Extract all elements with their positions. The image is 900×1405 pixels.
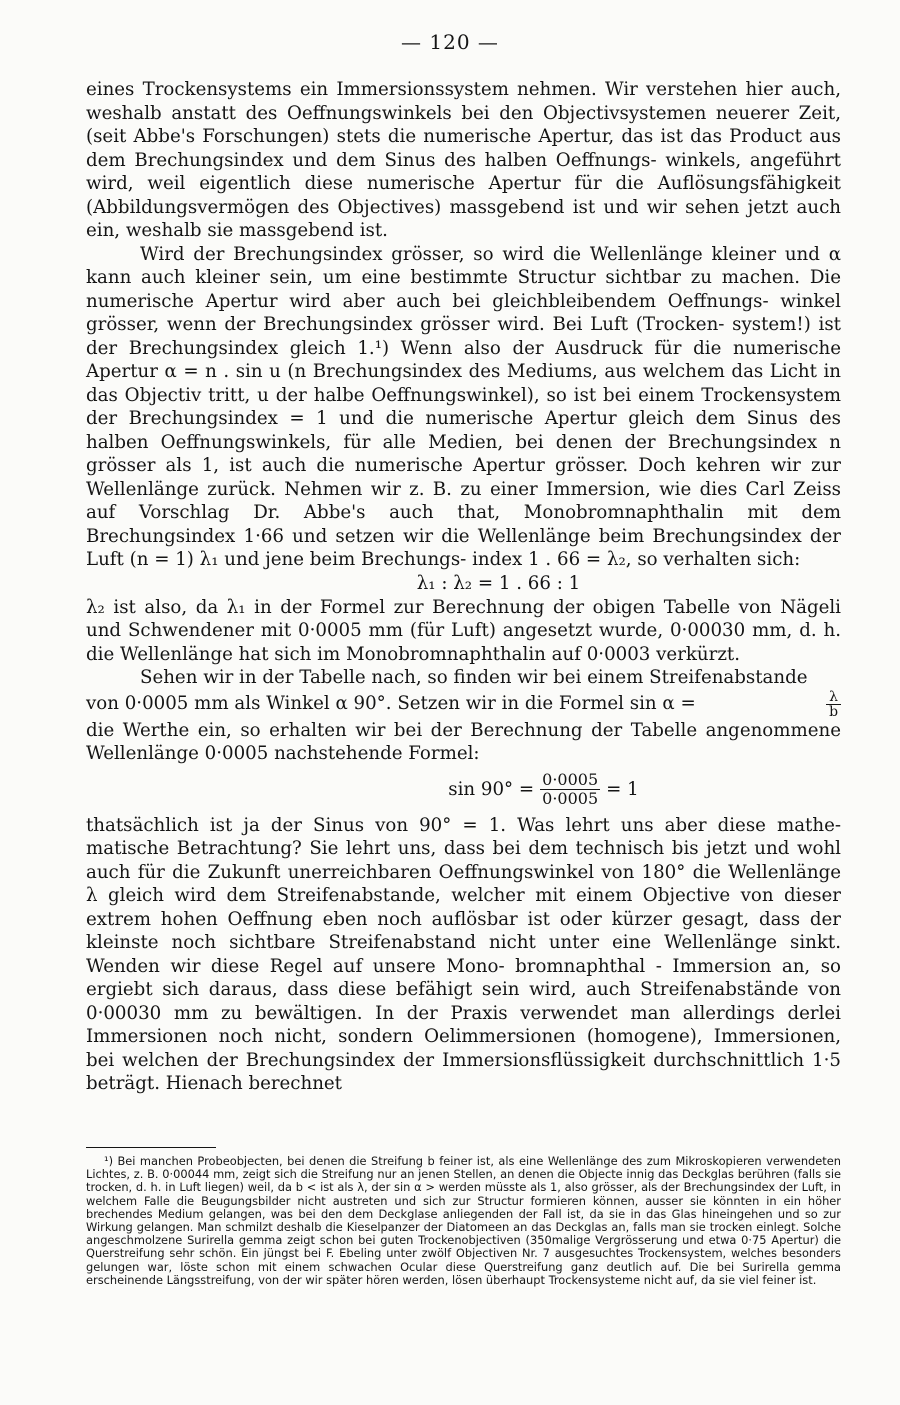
formula-right: = 1 (606, 778, 639, 800)
text-line: index 1 . 66 = λ₂, so verhalten sich: (472, 549, 801, 570)
text-line: Zeit, (seit Abbe's Forschungen) stets die numerische Apertur, das ist (86, 102, 841, 147)
text-line: Apertur gleich dem Sinus des halben Oeffnungswinkels, für alle Medien, bei (86, 408, 841, 453)
paragraph-4 (86, 666, 841, 690)
text-line: welchem das Licht in das Objectiv tritt, u der halbe Oeffnungswinkel), so ist (86, 361, 841, 406)
text-line: wohl auch für die Zukunft unerreichbaren Oeffnungswinkel von 180° die (86, 838, 841, 883)
text-line: der Immersionsflüssigkeit durchschnittlich 1·5 beträgt. Hienach berechnet (86, 1049, 841, 1094)
text-line: das Product aus dem Brechungsindex und dem Sinus des halben Oeffnungs- (86, 126, 841, 171)
paragraph-1 (86, 78, 841, 243)
text-line: Wird der Brechungsindex grösser, so wird die Wellenlänge kleiner (140, 243, 777, 265)
fraction-lambda-over-b (826, 690, 841, 719)
text-line: λ₂ ist also, da λ₁ in der Formel zur Berechnung der obigen Tabelle von (86, 596, 772, 618)
text-line: von dieser extrem hohen Oeffnung eben noch auflösbar ist oder kürzer gesagt, (86, 885, 842, 930)
text-line: grösser. Doch kehren wir zur Wellenlänge zurück. Nehmen wir z. B. (86, 455, 841, 500)
text-line: Wellenlänge beim Brechungsindex der Luft (n = 1) λ₁ und jene beim Brechungs- (86, 525, 841, 570)
text-line: wir sehen jetzt auch ein, weshalb sie massgebend ist. (86, 196, 841, 241)
text-line: Oelimmersionen (homogene), Immersionen, bei welchen der Brechungsindex (86, 1026, 841, 1071)
formula-sin-90 (86, 766, 841, 814)
text-line: winkels, angeführt wird, weil eigentlich diese numerische Apertur für die (86, 149, 841, 194)
text-line: von 0·0005 mm als Winkel α 90°. Setzen wir in die Formel sin α = (86, 693, 696, 715)
formula-left: sin 90° = (448, 778, 535, 800)
footnote-text: ¹) Bei manchen Probeobjecten, bei denen die Streifung b feiner ist, als eine Wellenlänge des zum Mikroskopieren verwendeten Lichtes, z. B. 0·00044 mm, zeigt sich die Streifung nur an jenen Stellen, an denen die Objecte innig das Deckglas berühren (falls sie trocken, d. h. in Luft liegen) weil, da b < ist als λ, der sin α > werden müsste als 1, also grösser, als der Brechungsindex der Luft, in welchem Falle die Beugungsbilder nicht austreten und sich zur Structur formieren können, ausser sie könnten in ein höher brechendes Medium gelangen, was bei den dem Deckglase anliegenden der Fall ist, da sie in das Glas hineingehen und so zur Wirkung gelangen. Man schmilzt deshalb die Kieselpanzer der Diatomeen an das Deckglas an, falls man sie trocken einlegt. Solche angeschmolzene Surirella gemma zeigt schon bei guten Trockenobjectiven (350malige Vergrösserung und etwa 0·75 Apertur) die Querstreifung sehr schön. Ein jüngst bei F. Ebeling unter zwölf Objectiven Nr. 7 ausgesuchtes Trockensystem, welches besonders gelungen war, löste schon mit einem schwachen Ocular diese Querstreifung ganz deutlich auf. Die bei Surirella gemma erscheinende Längsstreifung, von der wir später hören werden, lösen überhaupt Trockensysteme nicht auf, da sie viel feiner ist. (86, 1154, 841, 1287)
text-line: eine Wellenlänge sinkt. Wenden wir diese Regel auf unsere Mono- (86, 932, 841, 977)
paragraph-3 (86, 596, 841, 667)
footnote (86, 1155, 841, 1287)
footnote-divider (86, 1147, 216, 1148)
text-line: die Werthe ein, so erhalten wir bei der Berechnung der Tabelle angenommene (86, 719, 841, 741)
text-line: Auflösungsfähigkeit (Abbildungsvermögen des Objectives) massgebend ist und (86, 173, 841, 218)
text-line: Praxis verwendet man allerdings derlei Immersionen noch nicht, sondern (86, 1002, 842, 1047)
text-line: eines Trockensystems ein Immersionssystem nehmen. Wir verstehen hier (86, 79, 783, 100)
formula-wavelength-ratio: λ₁ : λ₂ = 1 . 66 : 1 (416, 572, 581, 594)
text-line: Nägeli und Schwendener mit 0·0005 mm (für Luft) angesetzt wurde, (86, 596, 841, 641)
text-line: auch, weshalb anstatt des Oeffnungswinkels bei den Objectivsystemen neuerer (86, 79, 841, 124)
fraction-denominator: b (829, 703, 839, 720)
text-line: winkel grösser, wenn der Brechungsindex grösser wird. Bei Luft (Trocken- (86, 290, 841, 335)
text-line: Wellenlänge 0·0005 nachstehende Formel: (86, 743, 480, 764)
fraction-numerator: λ (826, 690, 841, 705)
text-line: dass der kleinste noch sichtbare Streifenabstand nicht unter (86, 908, 841, 953)
paragraph-4-cont (86, 719, 841, 766)
text-line: that, Monobromnaphthalin mit dem Brechungsindex 1·66 und setzen wir die (86, 502, 842, 547)
text-line: thatsächlich ist ja der Sinus von 90° = 1. Was lehrt uns aber diese mathe- (86, 814, 841, 836)
text-line: system!) ist der Brechungsindex gleich 1.¹) Wenn also der Ausdruck für die (86, 314, 841, 359)
text-line: sein wird, auch Streifenabstände von 0·00030 mm zu bewältigen. In der (86, 979, 841, 1024)
text-line: 0·0003 verkürzt. (586, 643, 740, 665)
main-text (86, 78, 841, 1096)
text-line: denen der Brechungsindex n grösser als 1, ist auch die numerische Apertur (86, 431, 841, 476)
text-line: matische Betrachtung? Sie lehrt uns, dass bei dem technisch bis jetzt und (86, 838, 790, 859)
paragraph-5 (86, 814, 841, 1096)
sin-formula-line (86, 690, 841, 719)
text-line: Sehen wir in der Tabelle nach, so finden wir bei einem Streifenabstande (140, 667, 808, 688)
fraction (540, 771, 600, 808)
text-line: und α kann auch kleiner sein, um eine bestimmte Structur sichtbar zu machen. (86, 243, 841, 288)
fraction-numerator: 0·0005 (542, 770, 599, 789)
text-line: 0·00030 mm, d. h. die Wellenlänge hat sich im Monobromnaphthalin auf (86, 620, 841, 665)
fraction-denominator: 0·0005 (542, 789, 599, 808)
text-line: numerische Apertur α = n . sin u (n Brechungsindex des Mediums, aus (86, 337, 841, 382)
text-line: zu einer Immersion, wie dies Carl Zeiss auf Vorschlag Dr. Abbe's auch (86, 478, 841, 523)
text-line: bei einem Trockensystem der Brechungsindex = 1 und die numerische (86, 384, 841, 429)
paragraph-2 (86, 243, 841, 572)
page-number: — 120 — (401, 30, 499, 54)
text-line: bromnaphthal - Immersion an, so ergiebt sich daraus, dass diese befähigt (86, 955, 841, 1000)
text-line: Wellenlänge λ gleich wird dem Streifenabstande, welcher mit einem Objective (86, 861, 841, 906)
text-line: Die numerische Apertur wird aber auch bei gleichbleibendem Oeffnungs- (86, 267, 841, 312)
